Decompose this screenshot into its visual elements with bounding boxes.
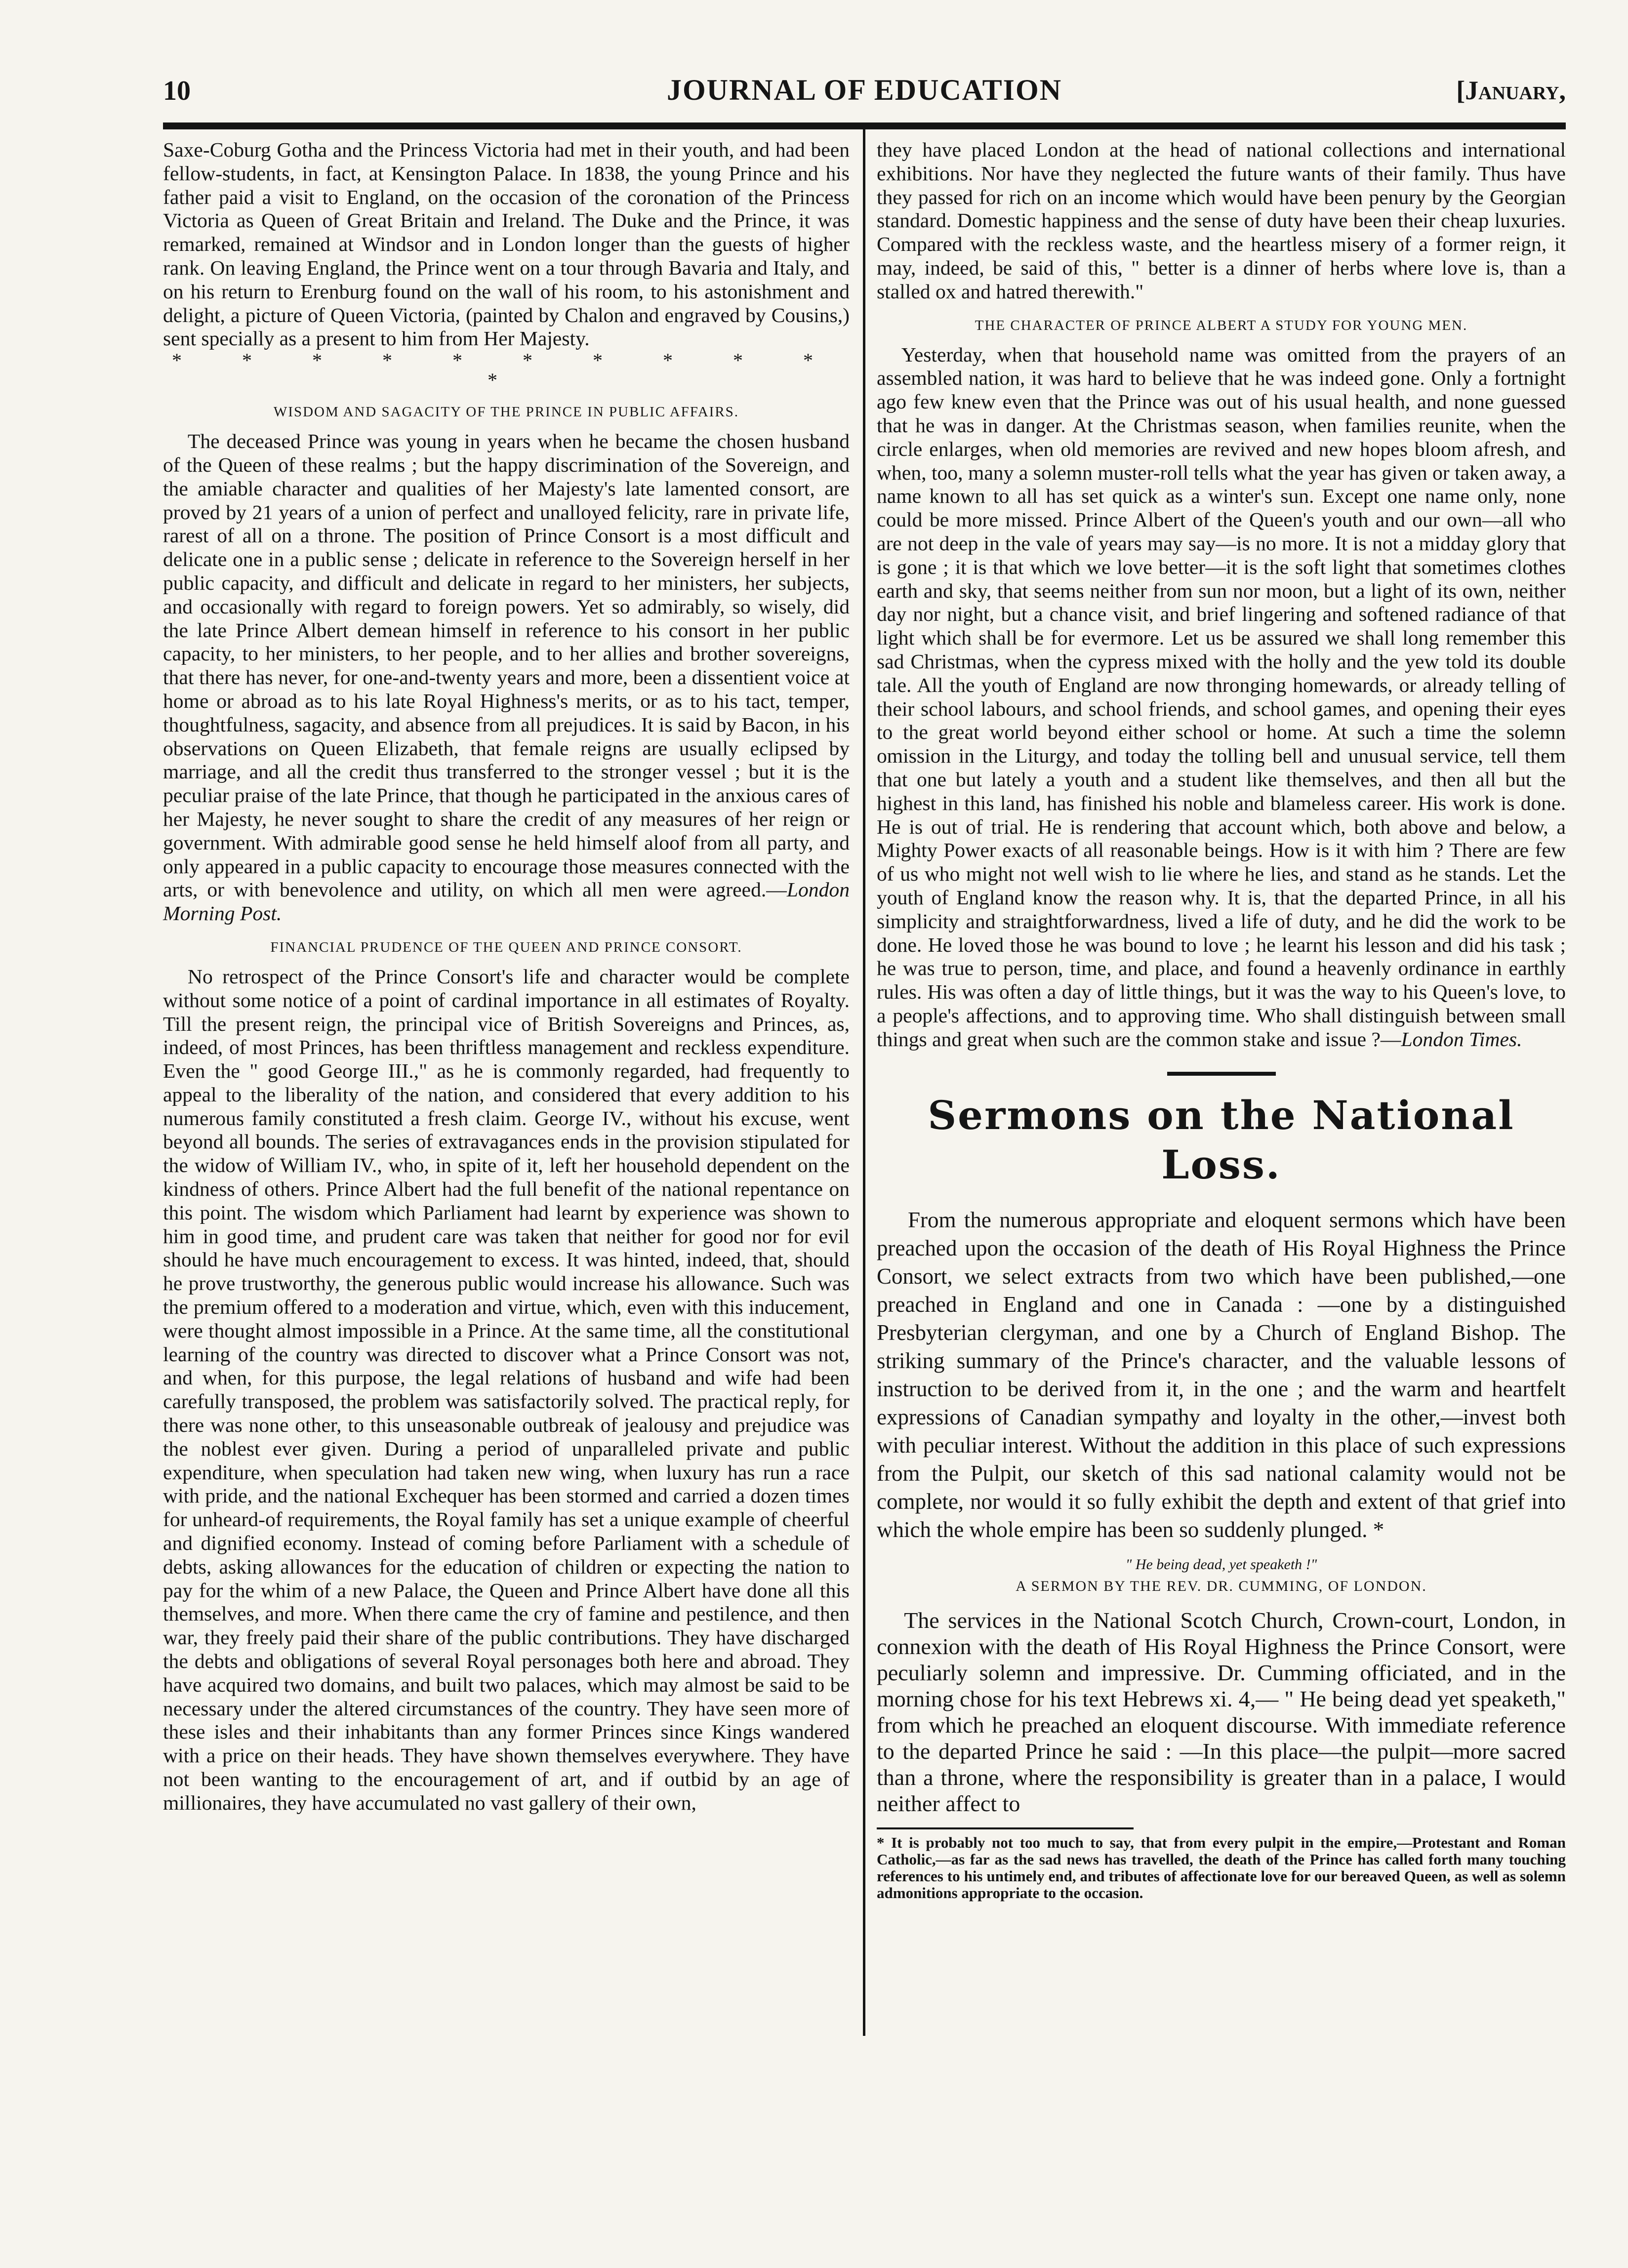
- character-text: Yesterday, when that household name was omitted from the prayers of an assembled nation, it was hard to believe that he was indeed gone. Only a fortnight ago few knew even that the Prince was out of his usual health, and none guessed that he was in danger. At the Christmas season, when families reunite, when the circle enlarges, when old memories are revived and new hopes bloom afresh, and when, too, many a solemn muster-roll tells what the year has given or taken away, a name known to all has set quick as a winter's sun. Except one name only, none could be more missed. Prince Albert of the Queen's youth and our own—all who are not deep in the vale of years may say—is no more. It is not a midday glory that is gone ; it is that which we love better—it is the soft light that sometimes clothes earth and sky, that seems neither from sun nor moon, but a light of its own, neither day nor night, but a chance visit, and brief lingering and softened radiance of that light which shall be for evermore. Let us be assured we shall long remember this sad Christmas, when the cypress mixed with the holly and the yew told its double tale. All the youth of England are now thronging homewards, or already telling of their school labours, and school friends, and school games, and opening their eyes to the great world beyond either school or home. At such a time the solemn omission in the Liturgy, and today the tolling bell and unusual service, tell them that one but lately a youth and a student like themselves, and then all but the highest in this land, has finished his noble and blameless career. His work is done. He is out of trial. He is rendering that account which, both above and below, a Mighty Power exacts of all reasonable beings. How is it with him ? There are few of us who might not well wish to lie where he lies, and stand as he stands. Let the youth of England know the reason why. It is, that the departed Prince, in all his simplicity and straightforwardness, lived a life of duty, and he did the work to be done. He loved those he was bound to love ; he learnt his lesson and did his task ; he was true to person, time, and place, and found a heavenly ordinance in earthly rules. His was often a day of little things, but it was the way to his Queen's love, to a people's affections, and to approving time. Who shall distinguish between small things and great when such are the common stake and issue ?—: [877, 343, 1566, 1051]
- wisdom-source: London Morning Post.: [163, 878, 850, 925]
- journal-title: JOURNAL OF EDUCATION: [666, 74, 1062, 106]
- finance-heading: FINANCIAL PRUDENCE OF THE QUEEN AND PRINCE CONSORT.: [270, 939, 742, 955]
- issue-month: [January,: [1456, 76, 1566, 105]
- wisdom-text: The deceased Prince was young in years when he became the chosen husband of the Queen of these realms ; but the happy discrimination of the Sovereign, and the amiable character and qualities of her Majesty's late lamented consort, are proved by 21 years of a union of perfect and unalloyed felicity, rare in private life, rarest of all on a throne. The position of Prince Consort is a most difficult and delicate one in a public sense ; delicate in reference to the Sovereign herself in her public capacity, and difficult and delicate in regard to her ministers, her subjects, and occasionally with regard to foreign powers. Yet so admirably, so wisely, did the late Prince Albert demean himself in reference to his consort in her public capacity, to her ministers, to her people, and to her allies and brother sovereigns, that there has never, for one-and-twenty years and more, been a dissentient voice at home or abroad as to his late Royal Highness's merits, or as to his tact, temper, thoughtfulness, sagacity, and absence from all prejudices. It is said by Bacon, in his observations on Queen Elizabeth, that female reigns are usually eclipsed by marriage, and all the credit thus transferred to the stronger vessel ; but it is the peculiar praise of the late Prince, that though he participated in the anxious cares of her Majesty, he never sought to share the credit of any measures of her reign or government. With admirable good sense he held himself aloof from all party, and only appeared in a public capacity to encourage those measures connected with the arts, or with benevolence and utility, on which all men were agreed.—: [163, 430, 850, 901]
- wisdom-paragraph: [163, 430, 850, 926]
- sermon-heading: A SERMON BY THE REV. DR. CUMMING, OF LONDON.: [1016, 1578, 1427, 1595]
- footnote: * It is probably not too much to say, that from every pulpit in the empire,—Protestant and Roman Catholic,—as far as the sad news has travelled, the death of the Prince has called forth many touching references to his untimely end, and tributes of affectionate love for our bereaved Queen, as well as solemn admonitions appropriate to the occasion.: [877, 1834, 1566, 1902]
- left-column: [163, 138, 850, 1815]
- character-heading: THE CHARACTER OF PRINCE ALBERT A STUDY FOR YOUNG MEN.: [975, 317, 1468, 333]
- sermons-title: Sermons on the National Loss.: [928, 1092, 1515, 1188]
- epigraph: " He being dead, yet speaketh !": [1125, 1556, 1317, 1573]
- finance-paragraph: No retrospect of the Prince Consort's life and character would be complete without some notice of a point of cardinal importance in all estimates of Royalty. Till the present reign, the principal vice of British Sovereigns and Princes, as, indeed, of most Princes, has been thriftless management and reckless expenditure. Even the " good George III.," as he is commonly regarded, had frequently to appeal to the liberality of the nation, and considered that every addition to his numerous family constituted a fresh claim. George IV., without his excuse, went beyond all bounds. The series of extravagances ends in the provision stipulated for the widow of William IV., who, in spite of it, left her household dependent on the kindness of others. Prince Albert had the full benefit of the national repentance on this point. The wisdom which Parliament had learnt by experience was shown to him in good time, and prudent care was taken that neither for good nor for evil should he have much encouragement to excess. It was hinted, indeed, that, should he prove trustworthy, the generous public would increase his allowance. Such was the premium offered to a moderation and virtue, which, even with this inducement, were thought almost impossible in a Prince. At the same time, all the constitutional learning of the country was directed to discover what a Prince Consort was not, and when, for this purpose, the legal relations of husband and wife had been carefully transposed, the problem was satisfactorily solved. The practical reply, for there was none other, to this unseasonable outbreak of jealousy and prejudice was the noblest ever given. During a period of unparalleled private and public expenditure, when speculation had taken new wing, when luxury has run a race with pride, and the national Exchequer has been stormed and carried a dozen times for unheard-of requirements, the Royal family has set a unique example of cheerful and dignified economy. Instead of coming before Parliament with a schedule of debts, asking allowances for the education of children or expecting the nation to pay for the whim of a new Palace, the Queen and Prince Albert have done all this themselves, and more. When there came the cry of famine and pestilence, and then war, they freely paid their share of the public contributions. They have discharged the debts and obligations of several Royal personages both here and abroad. They have acquired two domains, and built two palaces, which may almost be said to be necessary under the altered circumstances of the country. They have seen more of these isles and their inhabitants than any former Princes since Kings wandered with a price on their heads. They have shown themselves everywhere. They have not been wanting to the encouragement of art, and if outbid by an age of millionaires, they have accumulated no vast gallery of their own,: [163, 965, 850, 1814]
- sermon-paragraph: The services in the National Scotch Church, Crown-court, London, in connexion with the death of His Royal Highness the Prince Consort, were peculiarly solemn and impressive. Dr. Cumming officiated, and in the morning chose for his text Hebrews xi. 4,— " He being dead yet speaketh," from which he preached an eloquent discourse. With immediate reference to the departed Prince he said : —In this place—the pulpit—more sacred than a throne, where the responsibility is greater than in a palace, I would neither affect to: [877, 1608, 1566, 1817]
- sermon-body: [877, 1607, 1566, 1817]
- header-rule: [163, 122, 1566, 129]
- sermons-intro: [877, 1206, 1566, 1544]
- right-column: [877, 138, 1566, 1902]
- column-divider: [863, 129, 865, 2036]
- page-number: 10: [163, 76, 191, 106]
- character-source: London Times.: [1401, 1027, 1522, 1051]
- section-rule: [1167, 1072, 1276, 1076]
- continuation-paragraph: they have placed London at the head of national collections and international exhibitions. Nor have they neglected the future wants of their family. Thus have they passed for rich on an income which would have been penury by the Georgian standard. Domestic happiness and the sense of duty have been their cheap luxuries. Compared with the reckless waste, and the heartless misery of a former reign, it may, indeed, be said of this, " better is a dinner of herbs where love is, than a stalled ox and hatred therewith.": [877, 138, 1566, 303]
- sermons-intro-paragraph: From the numerous appropriate and eloquent sermons which have been preached upon the occasion of the death of His Royal Highness the Prince Consort, we select extracts from two which have been published,—one preached in England and one in Canada : —one by a distinguished Presbyterian clergyman, and one by a Church of England Bishop. The striking summary of the Prince's character, and the valuable lessons of instruction to be derived from it, in the one ; and the warm and heartfelt expressions of Canadian sympathy and loyalty in the other,—invest both with peculiar interest. Without the addition in this place of such expressions from the Pulpit, our sketch of this sad national calamity would not be complete, nor would it so fully exhibit the depth and extent of that grief into which the whole empire has been so suddenly plunged. *: [877, 1208, 1566, 1542]
- section-asterisks: * * * * * * * * * * *: [172, 349, 841, 392]
- footnote-rule: [877, 1827, 1134, 1829]
- page-header: [163, 69, 1566, 114]
- intro-paragraph: Saxe-Coburg Gotha and the Princess Victoria had met in their youth, and had been fellow-students, in fact, at Kensington Palace. In 1838, the young Prince and his father paid a visit to England, on the occasion of the coronation of the Princess Victoria as Queen of Great Britain and Ireland. The Duke and the Prince, it was remarked, remained at Windsor and in London longer than the guests of higher rank. On leaving England, the Prince went on a tour through Bavaria and Italy, and on his return to Erenburg found on the wall of his room, to his astonishment and delight, a picture of Queen Victoria, (painted by Chalon and engraved by Cousins,) sent specially as a present to him from Her Majesty.: [163, 138, 850, 350]
- wisdom-heading: WISDOM AND SAGACITY OF THE PRINCE IN PUBLIC AFFAIRS.: [273, 404, 739, 420]
- character-paragraph: [877, 343, 1566, 1052]
